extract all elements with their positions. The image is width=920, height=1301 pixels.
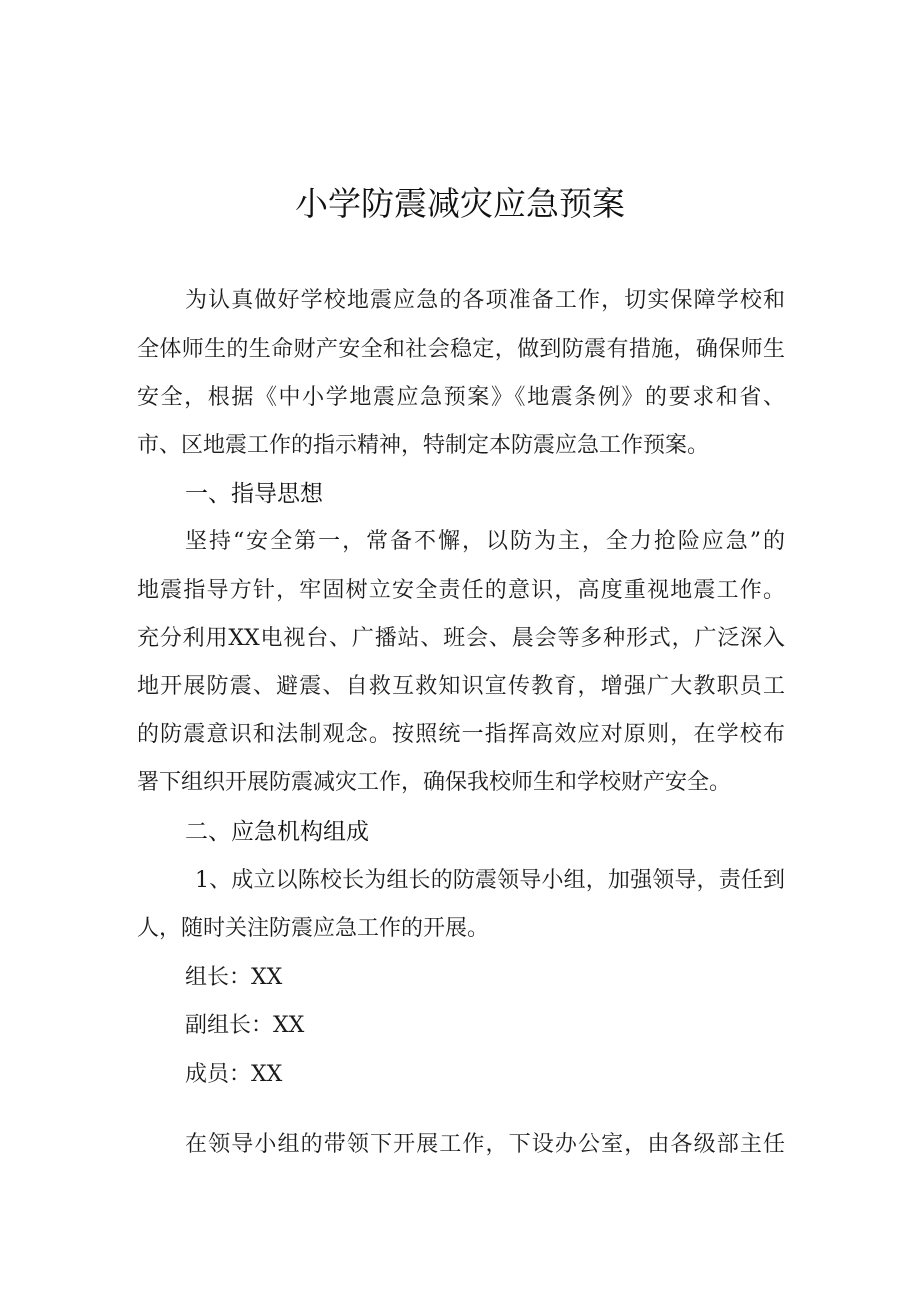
intro-line-4: 市、区地震工作的指示精神，特制定本防震应急工作预案。 (137, 433, 710, 458)
intro-line-2: 全体师生的生命财产安全和社会稳定，做到防震有措施，确保师生 (137, 337, 785, 362)
section1-line-6: 署下组织开展防震减灾工作，确保我校师生和学校财产安全。 (137, 770, 732, 795)
section-heading-guiding-ideology: 一、指导思想 (185, 481, 323, 507)
deputy-leader-line: 副组长：XX (185, 1013, 305, 1038)
intro-line-1: 为认真做好学校地震应急的各项准备工作，切实保障学校和 (185, 288, 785, 313)
section2-line-2: 人，随时关注防震应急工作的开展。 (137, 916, 490, 941)
section1-line-2: 地震指导方针，牢固树立安全责任的意识，高度重视地震工作。 (137, 578, 785, 603)
section2-line-1: 1、成立以陈校长为组长的防震领导小组，加强领导，责任到 (195, 868, 785, 893)
section1-line-5: 的防震意识和法制观念。按照统一指挥高效应对原则，在学校布 (137, 722, 785, 747)
section1-line-4: 地开展防震、避震、自救互救知识宣传教育，增强广大教职员工 (137, 674, 785, 699)
section1-line-3: 充分利用XX电视台、广播站、班会、晨会等多种形式，广泛深入 (137, 626, 785, 651)
section-heading-emergency-organization: 二、应急机构组成 (185, 819, 369, 845)
intro-line-3: 安全，根据《中小学地震应急预案》《地震条例》的要求和省、 (137, 385, 785, 410)
section1-line-1: 坚持“安全第一，常备不懈，以防为主，全力抢险应急”的 (185, 529, 785, 554)
closing-line: 在领导小组的带领下开展工作，下设办公室，由各级部主任 (185, 1132, 785, 1157)
leader-line: 组长：XX (185, 965, 283, 990)
members-line: 成员：XX (185, 1062, 283, 1087)
document-title: 小学防震减灾应急预案 (295, 184, 625, 223)
